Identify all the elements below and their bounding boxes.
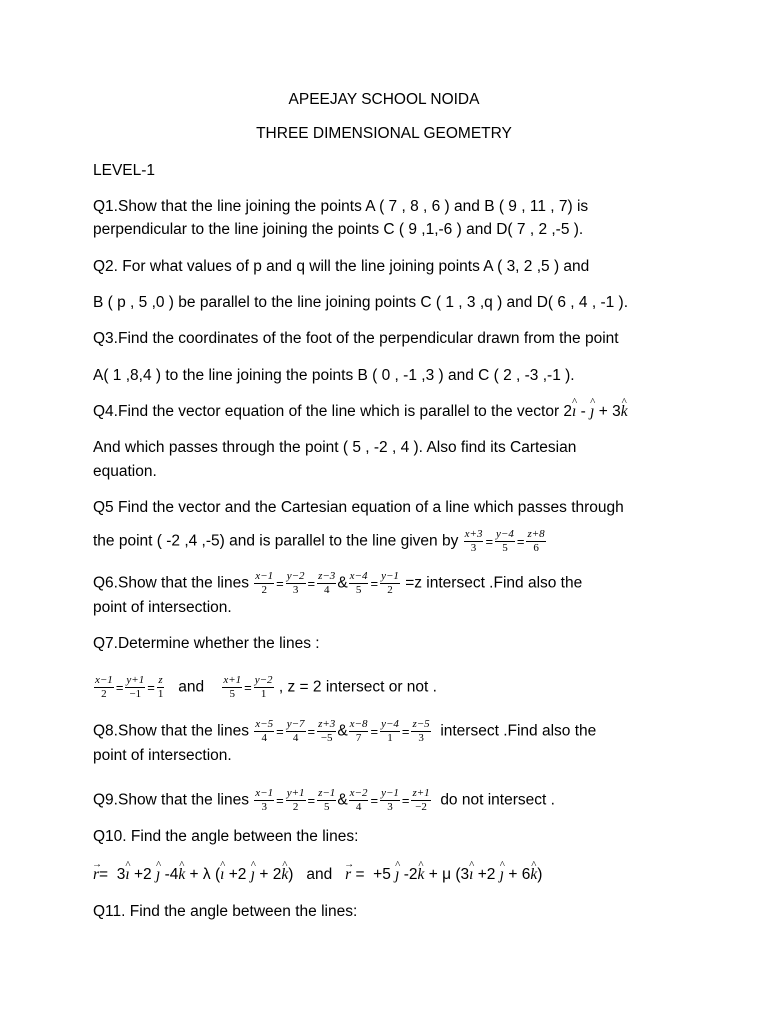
fraction: $\frac{z+1}{-2}$ [412,787,430,813]
q2-line-2: B ( p , 5 ,0 ) be parallel to the line joining points C ( 1 , 3 ,q ) and D( 6 , 4 , -1 ). [93,294,629,311]
fraction: $\frac{x+3}{3}$ [464,528,483,554]
k-hat-symbol: ^ k [281,865,288,884]
fraction: $\frac{x-2}{4}$ [349,787,368,813]
fraction: $\frac{y-4}{5}$ [496,528,514,554]
q7-and: and [178,678,205,696]
fraction: $\frac{z+3}{-5}$ [318,718,336,744]
worksheet-title: THREE DIMENSIONAL GEOMETRY [256,125,512,142]
q7-line-2: $\frac{x-1}{2}$ = $\frac{y+1}{-1}$ = $\frac{z}{1}$ and $\frac{x+1}{5}$ = $\frac{y-2}{1}$ , z = 2 intersect or not . [95,674,437,700]
q9-line-1: Q9.Show that the lines $\frac{x-1}{3}$ = $\frac{y+1}{2}$ = $\frac{z-1}{5}$ & $\frac{x-2}{4}$ = $\frac{y-1}{3}$ = $\frac{z+1}{-2}$ do not intersect . [93,787,555,813]
fraction: $\frac{x-1}{2}$ [95,674,113,700]
j-hat-symbol: ^ ȷ [156,865,160,884]
fraction: $\frac{y+1}{-1}$ [126,674,145,700]
fraction: $\frac{x-8}{7}$ [349,718,368,744]
fraction: $\frac{z-3}{4}$ [318,570,336,596]
fraction: $\frac{x-5}{4}$ [255,718,274,744]
q8-line-2: point of intersection. [93,747,232,764]
q7-line-1: Q7.Determine whether the lines : [93,635,320,652]
q8-suffix: intersect .Find also the [440,722,597,740]
fraction: $\frac{z}{1}$ [157,674,164,700]
q4-text: Q4.Find the vector equation of the line which is parallel to the vector 2 [93,403,573,420]
r-vector-symbol: → r [93,865,99,884]
fraction: $\frac{x-1}{2}$ [255,570,274,596]
i-hat-symbol: ^ ı [220,865,224,884]
q6-line-1: Q6.Show that the lines $\frac{x-1}{2}$ = $\frac{y-2}{3}$ = $\frac{z-3}{4}$ & $\frac{x-4}{5}$ = $\frac{y-1}{2}$ =z intersect .Find also the [93,570,583,596]
fraction: $\frac{y-2}{1}$ [254,674,273,700]
fraction: $\frac{z-1}{5}$ [318,787,336,813]
j-hat-symbol: ^ ȷ [395,865,399,884]
fraction: $\frac{x-1}{3}$ [255,787,274,813]
q8-text: Q8.Show that the lines [93,722,249,740]
k-hat-symbol: ^ k [418,865,425,884]
q10-and: and [306,866,333,883]
q7-suffix: , z = 2 intersect or not . [278,678,437,696]
q1-line-1: Q1.Show that the line joining the points A ( 7 , 8 , 6 ) and B ( 9 , 11 , 7) is [93,198,589,215]
q9-text: Q9.Show that the lines [93,791,249,809]
school-name: APEEJAY SCHOOL NOIDA [288,91,480,108]
q8-line-1: Q8.Show that the lines $\frac{x-5}{4}$ = $\frac{y-7}{4}$ = $\frac{z+3}{-5}$ & $\frac{x-8}{7}$ = $\frac{y-4}{1}$ = $\frac{z-5}{3}$ intersect .Find also the [93,718,597,744]
q3-line-1: Q3.Find the coordinates of the foot of the perpendicular drawn from the point [93,330,619,347]
q6-suffix: =z intersect .Find also the [405,574,583,592]
q4-line-3: equation. [93,463,157,480]
fraction: $\frac{y-4}{1}$ [381,718,399,744]
r-vector-symbol: → r [345,865,351,884]
j-hat-symbol: ^ ȷ [590,402,594,421]
q10-equation: → r= 3^ ı +2 ^ ȷ -4^ k + λ (^ ı +2 ^ ȷ + 2^ k) and → r = +5 ^ ȷ -2^ k + μ (3^ ı +2 ^ ȷ + 6^ k) [93,865,542,884]
k-hat-symbol: ^ k [530,865,537,884]
q11-line-1: Q11. Find the angle between the lines: [93,903,358,920]
q6-text: Q6.Show that the lines [93,574,249,592]
fraction: $\frac{z-5}{3}$ [412,718,430,744]
q2-line-1: Q2. For what values of p and q will the line joining points A ( 3, 2 ,5 ) and [93,258,590,275]
fraction: $\frac{x+1}{5}$ [223,674,242,700]
fraction: $\frac{y-1}{3}$ [381,787,399,813]
j-hat-symbol: ^ ȷ [500,865,504,884]
q3-line-2: A( 1 ,8,4 ) to the line joining the points B ( 0 , -1 ,3 ) and C ( 2 , -3 ,-1 ). [93,367,575,384]
j-hat-symbol: ^ ȷ [251,865,255,884]
fraction: $\frac{y-7}{4}$ [286,718,305,744]
q4-line-1: Q4.Find the vector equation of the line which is parallel to the vector 2^ ı - ^ ȷ + 3^ k [93,402,628,421]
q9-suffix: do not intersect . [440,791,555,809]
k-hat-symbol: ^ k [621,402,628,421]
fraction: $\frac{y-1}{2}$ [381,570,399,596]
q5-text: the point ( -2 ,4 ,-5) and is parallel to the line given by [93,532,459,550]
fraction: $\frac{x-4}{5}$ [349,570,368,596]
q1-line-2: perpendicular to the line joining the points C ( 9 ,1,-6 ) and D( 7 , 2 ,-5 ). [93,221,584,238]
i-hat-symbol: ^ ı [572,402,576,421]
q10-line-1: Q10. Find the angle between the lines: [93,828,359,845]
fraction: $\frac{y+1}{2}$ [286,787,305,813]
q5-line-2: the point ( -2 ,4 ,-5) and is parallel to the line given by $\frac{x+3}{3}$ = $\frac{y-4}{5}$ = $\frac{z+8}{6}$ [93,528,545,554]
q5-line-1: Q5 Find the vector and the Cartesian equation of a line which passes through [93,499,624,516]
fraction: $\frac{y-2}{3}$ [286,570,305,596]
i-hat-symbol: ^ ı [469,865,473,884]
q4-line-2: And which passes through the point ( 5 , -2 , 4 ). Also find its Cartesian [93,439,577,456]
k-hat-symbol: ^ k [178,865,185,884]
i-hat-symbol: ^ ı [125,865,129,884]
level-label: LEVEL-1 [93,162,156,179]
fraction: $\frac{z+8}{6}$ [527,528,545,554]
q6-line-2: point of intersection. [93,599,232,616]
